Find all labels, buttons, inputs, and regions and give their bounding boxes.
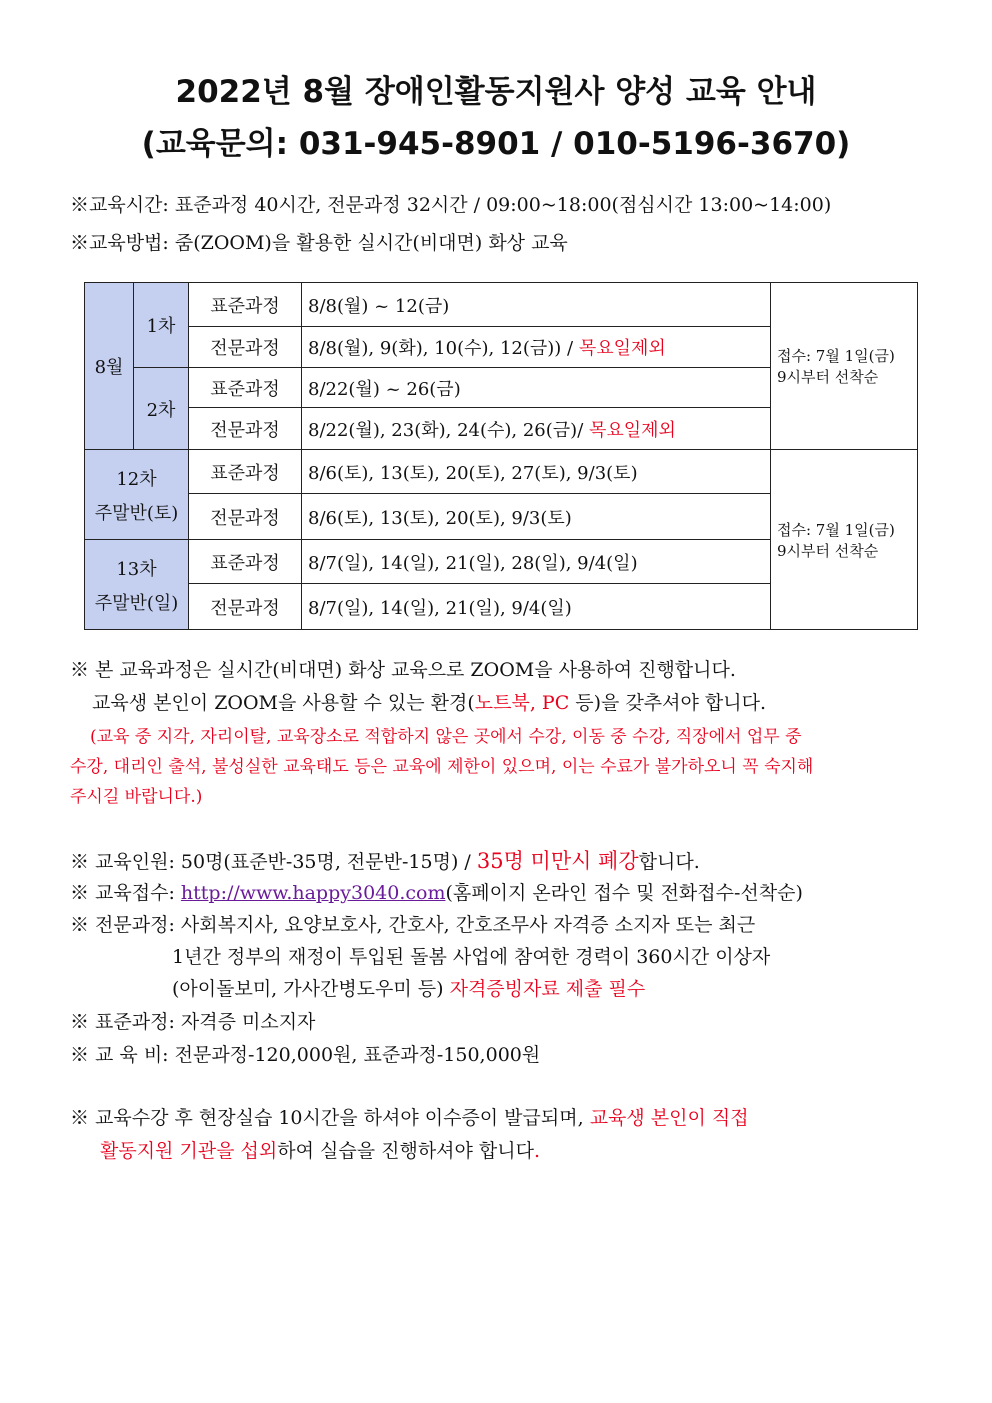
course-kind: 전문과정 xyxy=(189,408,302,450)
attendance-warning: (교육 중 지각, 자리이탈, 교육장소로 적합하지 않은 곳에서 수강, 이동 중 수강, 직장에서 업무 중 수강, 대리인 출석, 불성실한 교육태도 등은 교육에 제한이 있으며, 이는 수료가 불가하오니 꼭 숙지해 주시길 바랍니다.) xyxy=(70,727,814,807)
weekend-round: 12차 xyxy=(116,468,157,490)
homepage-link[interactable]: http://www.happy3040.com xyxy=(180,882,446,904)
weekend-round: 13차 xyxy=(116,558,157,580)
exclude-note: 목요일제외 xyxy=(588,419,676,441)
practice-note-2: 활동지원 기관을 섭외하여 실습을 진행하셔야 합니다. xyxy=(100,1140,541,1162)
zoom-notice: ※ 본 교육과정은 실시간(비대면) 화상 교육으로 ZOOM을 사용하여 진행합니다. xyxy=(70,659,736,681)
round1-cell: 1차 xyxy=(134,283,189,368)
signup-info xyxy=(771,283,918,450)
weekend-label: 주말반(일) xyxy=(94,592,179,614)
course-kind: 표준과정 xyxy=(189,283,302,327)
fee-note: ※ 교 육 비: 전문과정-120,000원, 표준과정-150,000원 xyxy=(70,1044,541,1066)
course-kind: 표준과정 xyxy=(189,450,302,494)
schedule-dates: 8/22(월), 23(화), 24(수), 26(금)/ 목요일제외 xyxy=(302,408,771,450)
course-kind: 전문과정 xyxy=(189,584,302,630)
device-note: 노트북, PC xyxy=(474,692,570,714)
schedule-dates: 8/22(월) ~ 26(금) xyxy=(302,368,771,408)
intro-method: ※교육방법: 줌(ZOOM)을 활용한 실시간(비대면) 화상 교육 xyxy=(70,232,568,254)
signup-rule: 9시부터 선착순 xyxy=(777,368,879,386)
capacity-note: ※ 교육인원: 50명(표준반-35명, 전문반-15명) / 35명 미만시 폐강합니다. xyxy=(70,849,700,873)
signup-date: 접수: 7월 1일(금) xyxy=(777,520,895,539)
signup-date: 접수: 7월 1일(금) xyxy=(777,347,895,365)
course-kind: 표준과정 xyxy=(189,368,302,408)
course-kind: 전문과정 xyxy=(189,494,302,540)
weekend-sat-cell xyxy=(85,450,189,540)
schedule-dates: 8/8(월), 9(화), 10(수), 12(금)) / 목요일제외 xyxy=(302,327,771,368)
signup-info xyxy=(771,450,918,630)
apply-note: ※ 교육접수: http://www.happy3040.com(홈페이지 온라인 접수 및 전화접수-선착순) xyxy=(70,882,803,904)
contact-title: (교육문의: 031-945-8901 / 010-5196-3670) xyxy=(141,126,851,162)
weekend-label: 주말반(토) xyxy=(94,502,179,524)
round2-cell: 2차 xyxy=(134,368,189,450)
exclude-note: 목요일제외 xyxy=(578,338,666,359)
document-required: 자격증빙자료 제출 필수 xyxy=(449,978,646,1000)
page-title: 2022년 8월 장애인활동지원사 양성 교육 안내 xyxy=(175,74,817,110)
month-cell: 8월 xyxy=(85,283,134,450)
cancel-note: 35명 미만시 폐강 xyxy=(476,849,639,873)
schedule-table xyxy=(84,282,918,630)
schedule-dates: 8/6(토), 13(토), 20(토), 9/3(토) xyxy=(302,494,771,540)
expert-requirement-3: (아이돌보미, 가사간병도우미 등) 자격증빙자료 제출 필수 xyxy=(172,978,646,1000)
zoom-requirement: 교육생 본인이 ZOOM을 사용할 수 있는 환경(노트북, PC 등)을 갖추셔야 합니다. xyxy=(92,692,767,714)
course-kind: 전문과정 xyxy=(189,327,302,368)
course-kind: 표준과정 xyxy=(189,540,302,584)
expert-requirement: ※ 전문과정: 사회복지사, 요양보호사, 간호사, 간호조무사 자격증 소지자 또는 최근 xyxy=(70,914,756,936)
schedule-dates: 8/6(토), 13(토), 20(토), 27(토), 9/3(토) xyxy=(302,450,771,494)
practice-note: ※ 교육수강 후 현장실습 10시간을 하셔야 이수증이 발급되며, 교육생 본인이 직접 xyxy=(70,1107,749,1129)
practice-highlight: 교육생 본인이 직접 xyxy=(589,1107,749,1129)
schedule-dates: 8/7(일), 14(일), 21(일), 28(일), 9/4(일) xyxy=(302,540,771,584)
schedule-dates: 8/8(월) ~ 12(금) xyxy=(302,283,771,327)
weekend-sun-cell xyxy=(85,540,189,630)
expert-requirement-2: 1년간 정부의 재정이 투입된 돌봄 사업에 참여한 경력이 360시간 이상자 xyxy=(172,946,771,968)
signup-rule: 9시부터 선착순 xyxy=(777,541,879,560)
practice-highlight-2: 활동지원 기관을 섭외 xyxy=(100,1140,278,1162)
schedule-dates: 8/7(일), 14(일), 21(일), 9/4(일) xyxy=(302,584,771,630)
intro-time: ※교육시간: 표준과정 40시간, 전문과정 32시간 / 09:00~18:00(점심시간 13:00~14:00) xyxy=(70,194,832,216)
standard-requirement: ※ 표준과정: 자격증 미소지자 xyxy=(70,1011,316,1033)
